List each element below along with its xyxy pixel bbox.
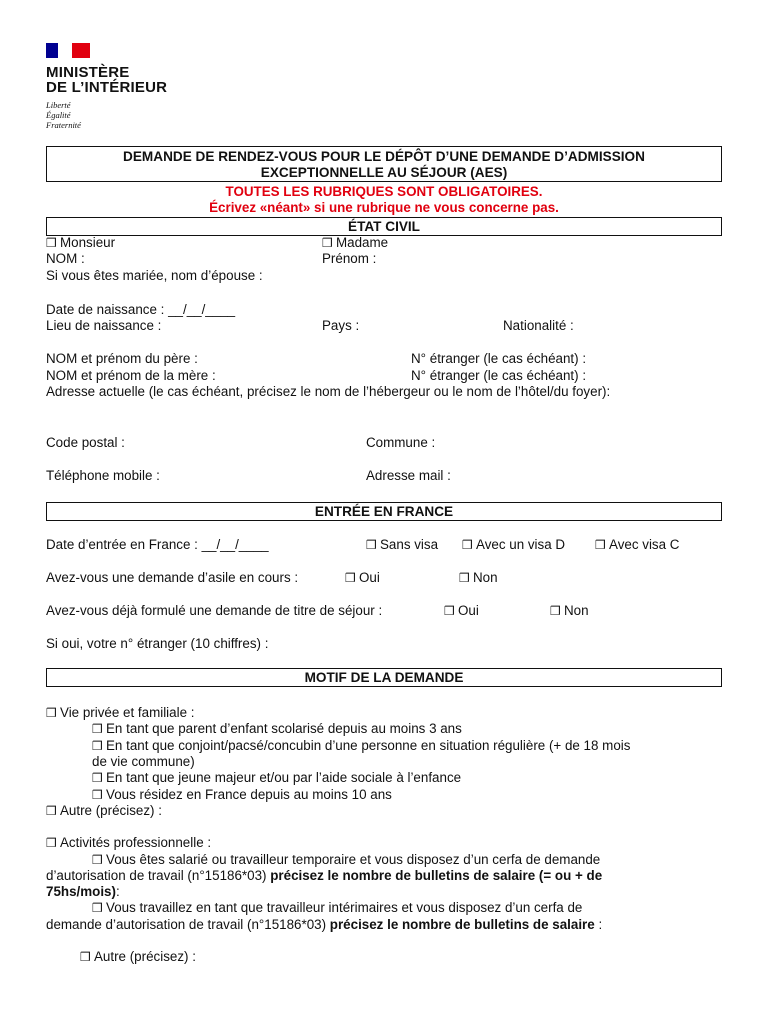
checkbox-asile-oui[interactable]: ❒ Oui [345,570,380,585]
checkbox-visa-c[interactable]: ❒ Avec visa C [595,537,680,552]
checkbox-icon: ❒ [92,853,103,867]
checkbox-autre-2[interactable]: ❒ Autre (précisez) : [80,949,196,964]
field-pere[interactable]: NOM et prénom du père : [46,351,198,366]
checkbox-titre-non[interactable]: ❒ Non [550,603,589,618]
field-numero-etranger[interactable]: Si oui, votre n° étranger (10 chiffres) : [46,636,269,651]
checkbox-vpf-jeune-majeur[interactable]: ❒ En tant que jeune majeur et/ou par l’aide sociale à l’enfance [92,770,462,785]
field-telephone[interactable]: Téléphone mobile : [46,468,160,483]
checkbox-icon: ❒ [80,950,91,964]
checkbox-icon: ❒ [345,571,356,585]
checkbox-icon: ❒ [46,236,57,250]
field-adresse[interactable]: Adresse actuelle (le cas échéant, précisez le nom de l’hébergeur ou le nom de l’hôtel/du foyer): [46,384,611,399]
field-date-naissance[interactable]: Date de naissance : __/__/____ [46,302,236,317]
checkbox-icon: ❒ [366,538,377,552]
question-asile: Avez-vous une demande d’asile en cours : [46,570,299,585]
field-commune[interactable]: Commune : [366,435,436,450]
checkbox-autre-1[interactable]: ❒ Autre (précisez) : [46,803,162,818]
checkbox-icon: ❒ [550,604,561,618]
warning-neant: Écrivez «néant» si une rubrique ne vous concerne pas. [209,200,559,215]
checkbox-sans-visa[interactable]: ❒ Sans visa [366,537,439,552]
field-nom[interactable]: NOM : [46,251,85,266]
motto-liberte: Liberté [46,100,71,110]
question-titre-sejour: Avez-vous déjà formulé une demande de titre de séjour : [46,603,383,618]
checkbox-icon: ❒ [46,804,57,818]
act-salarie-line2: d’autorisation de travail (n°15186*03) précisez le nombre de bulletins de salaire (= ou + de [46,868,603,883]
field-pere-etranger[interactable]: N° étranger (le cas échéant) : [411,351,587,366]
checkbox-icon: ❒ [92,788,103,802]
checkbox-icon: ❒ [92,771,103,785]
checkbox-vpf-conjoint[interactable]: ❒ En tant que conjoint/pacsé/concubin d’une personne en situation régulière (+ de 18 mois [92,738,631,753]
form-title-line2: EXCEPTIONNELLE AU SÉJOUR (AES) [260,165,508,180]
section-etat-civil: ÉTAT CIVIL [46,217,722,236]
checkbox-act-salarie[interactable]: ❒ Vous êtes salarié ou travailleur temporaire et vous disposez d’un cerfa de demande [92,852,601,867]
checkbox-asile-non[interactable]: ❒ Non [459,570,498,585]
checkbox-icon: ❒ [322,236,333,250]
checkbox-icon: ❒ [444,604,455,618]
form-title-box [46,146,722,182]
field-date-entree[interactable]: Date d’entrée en France : __/__/____ [46,537,269,552]
vpf-conjoint-continued: de vie commune) [92,754,195,769]
act-interim-line2: demande d’autorisation de travail (n°15186*03) précisez le nombre de bulletins de salaire : [46,917,603,932]
checkbox-act-interim[interactable]: ❒ Vous travaillez en tant que travailleur intérimaires et vous disposez d’un cerfa de [92,900,583,915]
checkbox-icon: ❒ [459,571,470,585]
checkbox-icon: ❒ [46,706,57,720]
checkbox-vie-privee[interactable]: ❒ Vie privée et familiale : [46,705,195,720]
motto-fraternite: Fraternité [46,120,81,130]
field-mere[interactable]: NOM et prénom de la mère : [46,368,216,383]
act-salarie-line3: 75hs/mois): [46,884,120,899]
checkbox-icon: ❒ [92,901,103,915]
checkbox-icon: ❒ [595,538,606,552]
checkbox-icon: ❒ [92,722,103,736]
field-lieu-naissance[interactable]: Lieu de naissance : [46,318,162,333]
checkbox-vpf-parent[interactable]: ❒ En tant que parent d’enfant scolarisé depuis au moins 3 ans [92,721,462,736]
ministry-name-line2: DE L’INTÉRIEUR [46,79,168,96]
checkbox-titre-oui[interactable]: ❒ Oui [444,603,479,618]
marianne-logo [46,43,90,58]
checkbox-madame[interactable]: ❒ Madame [322,235,389,250]
checkbox-icon: ❒ [462,538,473,552]
checkbox-visa-d[interactable]: ❒ Avec un visa D [462,537,566,552]
checkbox-activites[interactable]: ❒ Activités professionnelle : [46,835,212,850]
form-title-line1: DEMANDE DE RENDEZ-VOUS POUR LE DÉPÔT D’UNE DEMANDE D’ADMISSION [123,149,645,164]
checkbox-monsieur[interactable]: ❒ Monsieur [46,235,116,250]
section-motif: MOTIF DE LA DEMANDE [46,668,722,687]
field-nationalite[interactable]: Nationalité : [503,318,574,333]
field-pays[interactable]: Pays : [322,318,360,333]
section-entree-en-france: ENTRÉE EN FRANCE [46,502,722,521]
motto-egalite: Égalité [46,110,71,120]
checkbox-icon: ❒ [92,739,103,753]
warning-mandatory: TOUTES LES RUBRIQUES SONT OBLIGATOIRES. [225,184,543,199]
field-mere-etranger[interactable]: N° étranger (le cas échéant) : [411,368,587,383]
field-code-postal[interactable]: Code postal : [46,435,125,450]
field-nom-epouse[interactable]: Si vous êtes mariée, nom d’épouse : [46,268,263,283]
checkbox-icon: ❒ [46,836,57,850]
checkbox-vpf-10-ans[interactable]: ❒ Vous résidez en France depuis au moins 10 ans [92,787,392,802]
field-prenom[interactable]: Prénom : [322,251,377,266]
ministry-name-line1: MINISTÈRE [46,64,130,81]
field-mail[interactable]: Adresse mail : [366,468,451,483]
